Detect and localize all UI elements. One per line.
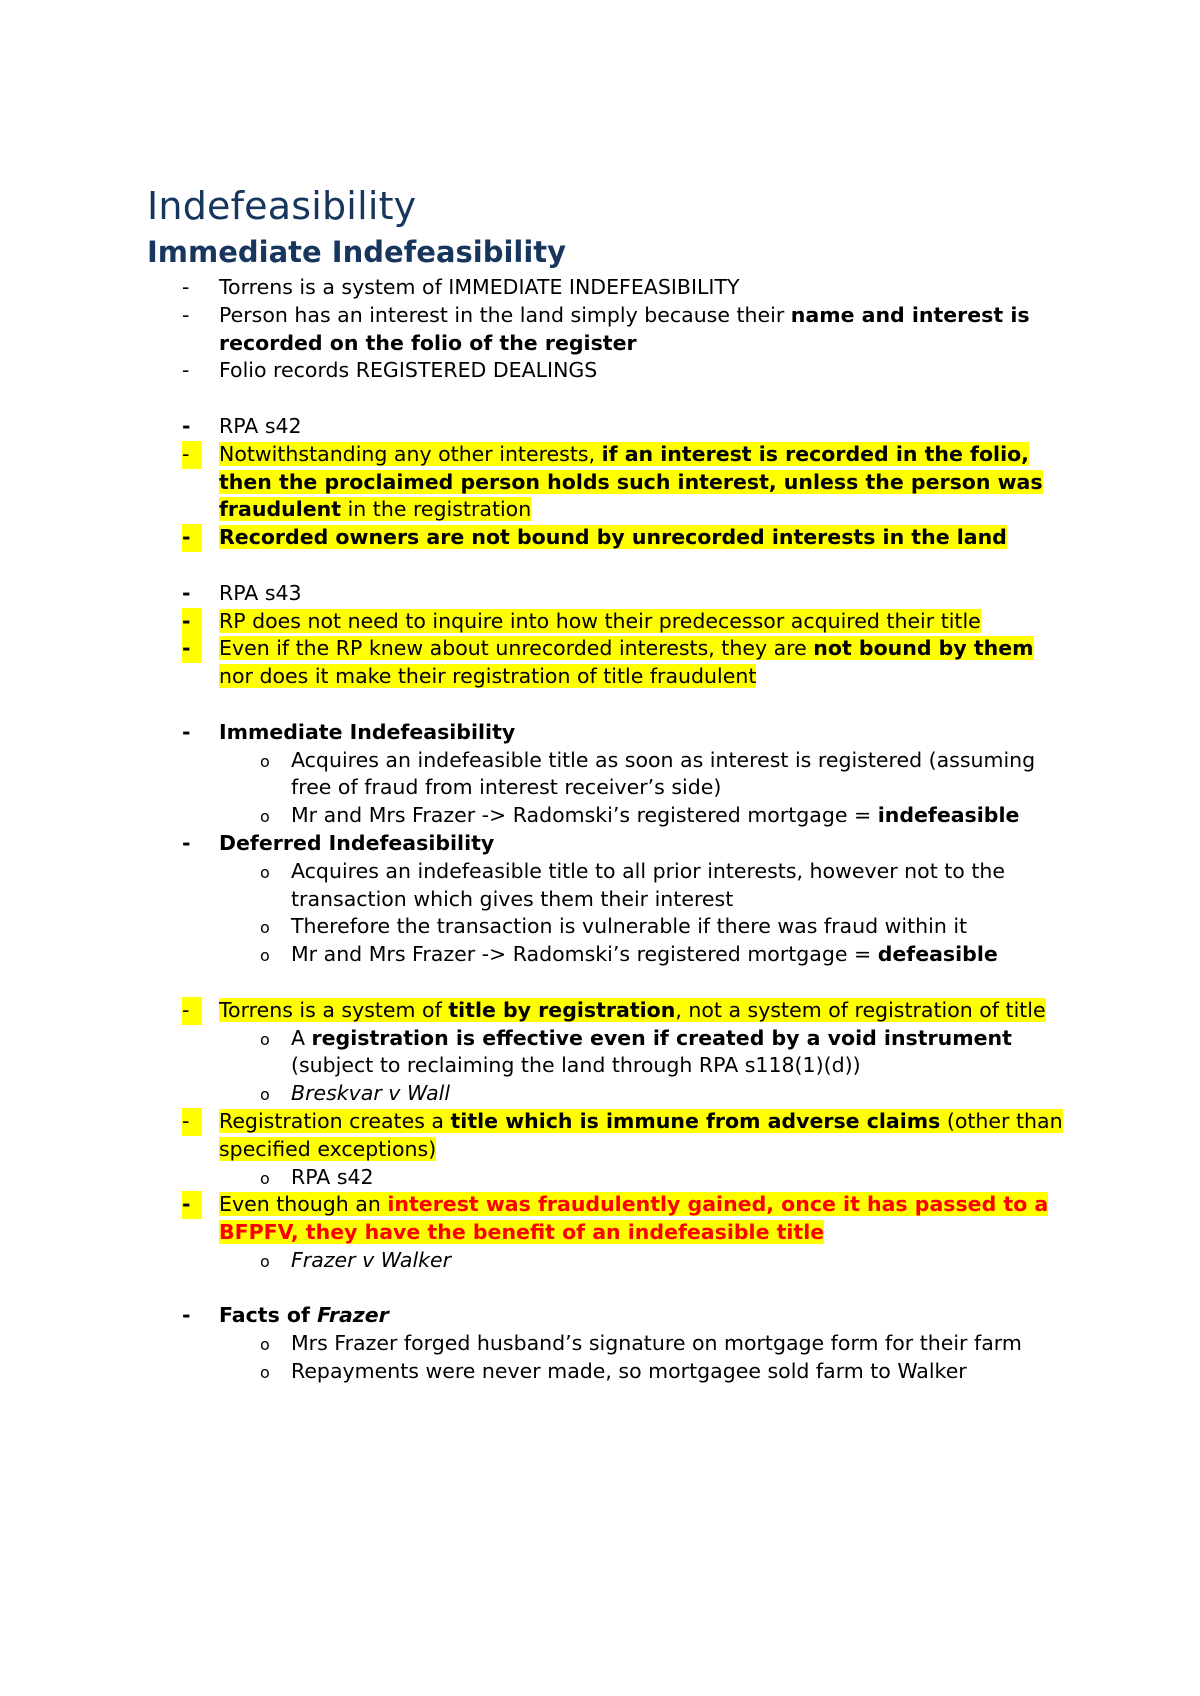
list-item: - RPA s42 <box>147 413 1067 441</box>
bullet-marker: - <box>182 1191 202 1219</box>
sub-bullet-list <box>219 1247 1067 1275</box>
sub-bullet-marker: o <box>260 862 270 882</box>
sub-list-item: o Acquires an indefeasible title as soon as interest is registered (assuming free of fraud from interest receiver’s side) <box>260 747 1036 800</box>
sub-bullet-marker: o <box>260 1168 270 1188</box>
list-item-highlighted: - RP does not need to inquire into how their predecessor acquired their title <box>147 608 1067 636</box>
sub-list-item: o Therefore the transaction is vulnerable if there was fraud within it <box>219 913 1067 941</box>
bullet-marker: - <box>182 358 190 383</box>
bullet-marker: - <box>182 524 202 552</box>
sub-bullet-marker: o <box>260 1251 270 1271</box>
spacer <box>147 1275 1067 1303</box>
sub-bullet-marker: o <box>260 918 270 938</box>
document-body <box>147 180 1067 1386</box>
spacer <box>147 385 1067 413</box>
sub-list-item: o Breskvar v Wall <box>219 1080 1067 1108</box>
sub-bullet-marker: o <box>260 946 270 966</box>
sub-list-item: o Mr and Mrs Frazer -> Radomski’s registered mortgage = defeasible <box>219 941 1067 969</box>
list-item: - Facts of Frazer o Mrs Frazer forged husband’s signature on mortgage form for their farm o Repayments were never made, so mortgagee sold farm to Walker <box>147 1302 1067 1385</box>
list-item: - Person has an interest in the land simply because their name and interest is recorded on the folio of the register <box>182 302 1030 355</box>
spacer <box>147 969 1067 997</box>
bullet-marker: - <box>182 580 191 605</box>
bullet-marker: - <box>182 830 191 855</box>
bullet-list <box>147 274 1067 1386</box>
list-item-highlighted: - Recorded owners are not bound by unrecorded interests in the land <box>147 524 1067 552</box>
spacer <box>147 552 1067 580</box>
bullet-marker: - <box>182 635 202 663</box>
bullet-marker: - <box>182 302 190 327</box>
list-item-highlighted: - Torrens is a system of title by registration, not a system of registration of title o A registration is effective even if created by a void instrument (subject to reclaiming the land through RPA s118(1)(d)) o Breskvar v Wall <box>147 997 1067 1108</box>
sub-bullet-marker: o <box>260 1029 270 1049</box>
list-item: - Torrens is a system of IMMEDIATE INDEFEASIBILITY <box>147 274 1067 302</box>
sub-bullet-marker: o <box>260 751 270 771</box>
page-title: Indefeasibility <box>147 184 417 228</box>
spacer <box>147 691 1067 719</box>
list-item: - Folio records REGISTERED DEALINGS <box>147 357 1067 385</box>
sub-list-item: o Acquires an indefeasible title to all prior interests, however not to the transaction which gives them their interest <box>260 858 1005 911</box>
list-item-highlighted: - Notwithstanding any other interests, if an interest is recorded in the folio, then the proclaimed person holds such interest, unless the person was fraudulent in the registration <box>182 441 1043 522</box>
sub-bullet-list <box>219 747 1067 830</box>
sub-bullet-marker: o <box>260 807 270 827</box>
list-item: - Immediate Indefeasibility o Acquires an indefeasible title as soon as interest is registered (assuming free of fraud from interest receiver’s side) o Mr and Mrs Frazer -> Radomski’s registered mortgage = indefeasible <box>147 719 1067 830</box>
sub-list-item: o Mrs Frazer forged husband’s signature on mortgage form for their farm <box>219 1330 1067 1358</box>
list-item-highlighted: - Even though an interest was fraudulently gained, once it has passed to a BFPFV, they have the benefit of an indefeasible title o Frazer v Walker <box>147 1191 1067 1274</box>
sub-bullet-list <box>219 1330 1067 1386</box>
bullet-marker: - <box>182 413 191 438</box>
bullet-marker: - <box>182 1108 202 1136</box>
bullet-marker: - <box>182 275 190 299</box>
bullet-marker: - <box>182 1303 191 1328</box>
bullet-marker: - <box>182 441 202 469</box>
list-item-highlighted: - Registration creates a title which is immune from adverse claims (other than specified exceptions) o RPA s42 <box>147 1108 1067 1191</box>
list-item: - RPA s43 <box>147 580 1067 608</box>
sub-list-item: o A registration is effective even if created by a void instrument (subject to reclaiming the land through RPA s118(1)(d)) <box>260 1025 1012 1078</box>
sub-list-item: o Mr and Mrs Frazer -> Radomski’s registered mortgage = indefeasible <box>219 802 1067 830</box>
list-item: - Deferred Indefeasibility o Acquires an indefeasible title to all prior interests, however not to the transaction which gives them their interest o Therefore the transaction is vulnerable if there was fraud within it o Mr and Mrs Frazer -> Radomski’s registered mortgage = defeasible <box>147 830 1067 969</box>
sub-bullet-marker: o <box>260 1085 270 1105</box>
sub-bullet-list <box>219 1025 1067 1108</box>
sub-bullet-marker: o <box>260 1363 270 1383</box>
sub-list-item: o RPA s42 <box>219 1164 1067 1192</box>
bullet-marker: - <box>182 719 191 744</box>
sub-bullet-list <box>219 1164 1067 1192</box>
section-heading: Immediate Indefeasibility <box>147 235 567 269</box>
list-item-highlighted: - Even if the RP knew about unrecorded interests, they are not bound by them nor does it make their registration of title fraudulent <box>182 636 1034 689</box>
sub-bullet-list <box>219 858 1067 969</box>
sub-list-item: o Frazer v Walker <box>219 1247 1067 1275</box>
bullet-marker: - <box>182 997 202 1025</box>
sub-list-item: o Repayments were never made, so mortgagee sold farm to Walker <box>219 1358 1067 1386</box>
sub-bullet-marker: o <box>260 1335 270 1355</box>
bullet-marker: - <box>182 608 202 636</box>
